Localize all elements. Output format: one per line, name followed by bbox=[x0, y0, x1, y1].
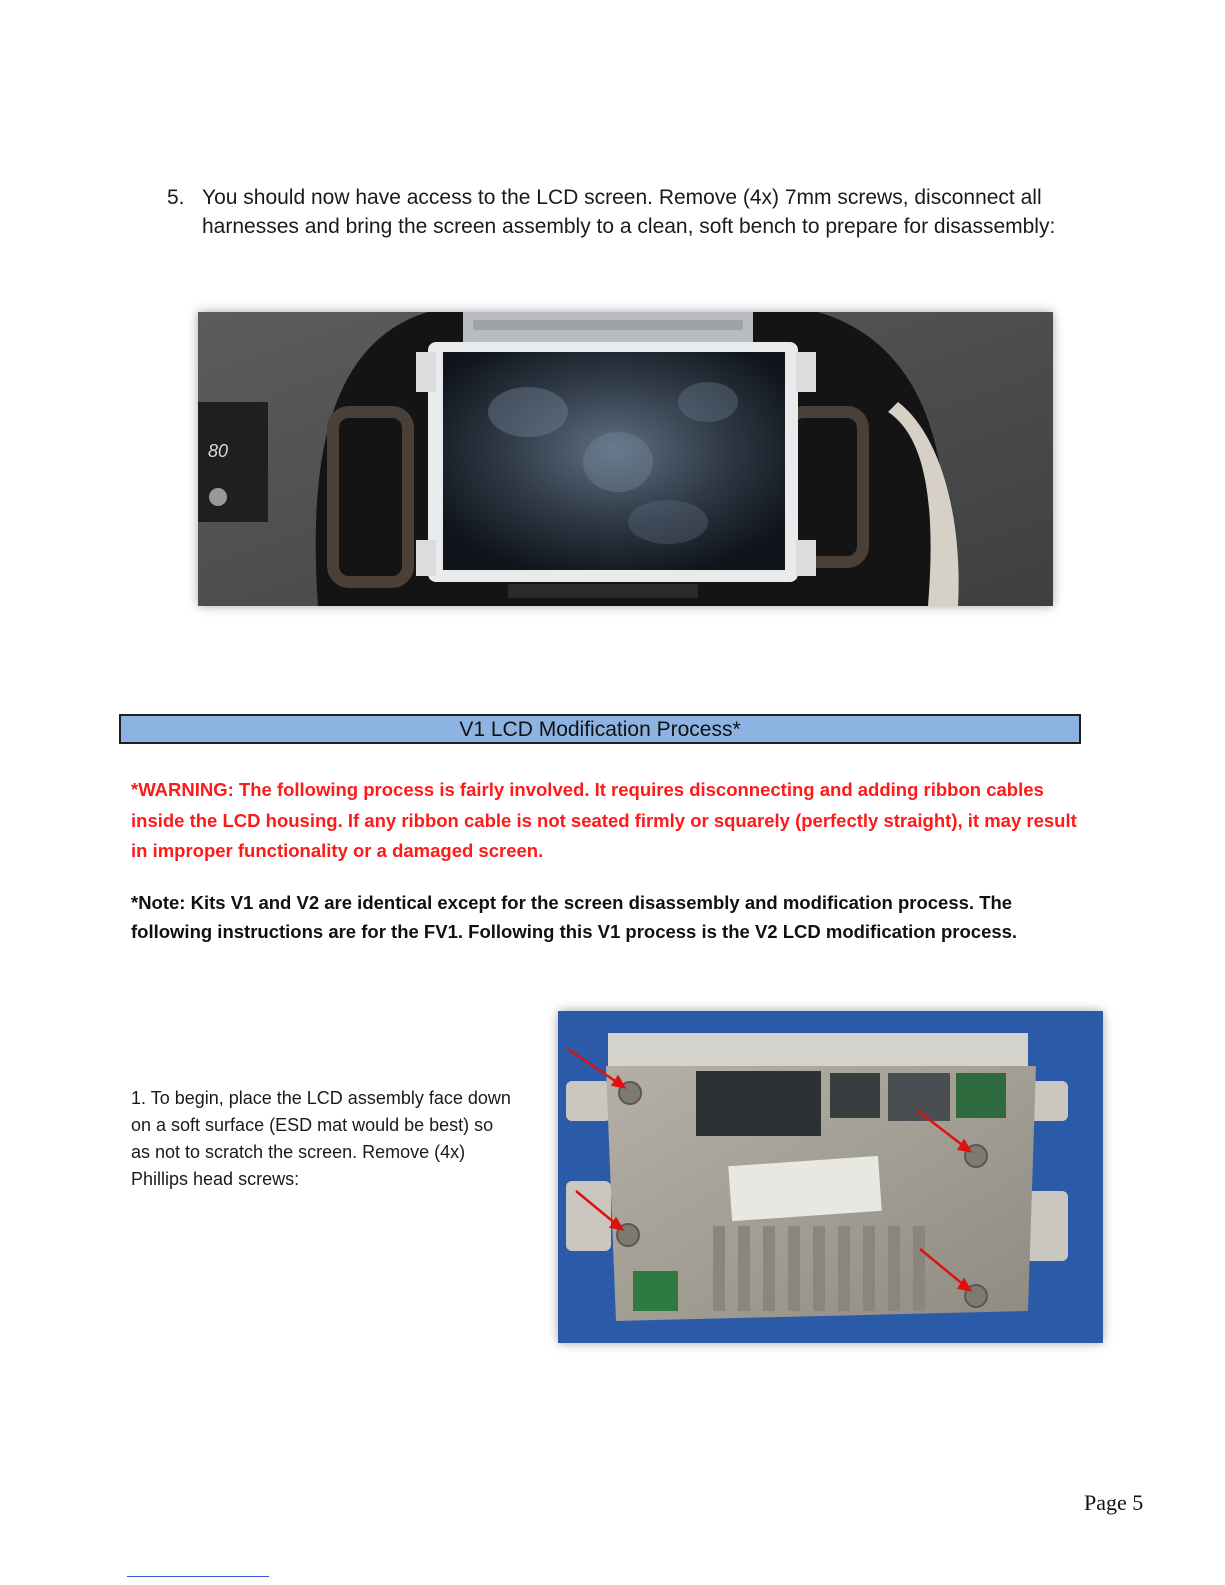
step-1-text: 1. To begin, place the LCD assembly face down on a soft surface (ESD mat would be best) so as not to scratch the screen. Remove (4x) Phillips head screws: bbox=[131, 1088, 511, 1189]
section-title-banner: V1 LCD Modification Process* bbox=[119, 714, 1081, 744]
lcd-assembly-back-photo bbox=[558, 1011, 1103, 1343]
footer-rule bbox=[127, 1576, 269, 1577]
note-text: *Note: Kits V1 and V2 are identical except for the screen disassembly and modification process. The following instructions are for the FV1. Following this V1 process is the V2 LCD modification process. bbox=[131, 892, 1018, 942]
step-5-number: 5. bbox=[167, 186, 185, 209]
page-number: Page 5 bbox=[1084, 1490, 1144, 1515]
dashboard-lcd-photo bbox=[198, 312, 1053, 606]
warning-text: *WARNING: The following process is fairly involved. It requires disconnecting and adding ribbon cables inside the LCD housing. If any ribbon cable is not seated firmly or squarely (perfectly straight), it may result in improper functionality or a damaged screen. bbox=[131, 779, 1077, 861]
step-5-text: You should now have access to the LCD screen. Remove (4x) 7mm screws, disconnect all harnesses and bring the screen assembly to a clean, soft bench to prepare for disassembly: bbox=[202, 186, 1056, 238]
svg-text:80: 80 bbox=[208, 441, 229, 461]
